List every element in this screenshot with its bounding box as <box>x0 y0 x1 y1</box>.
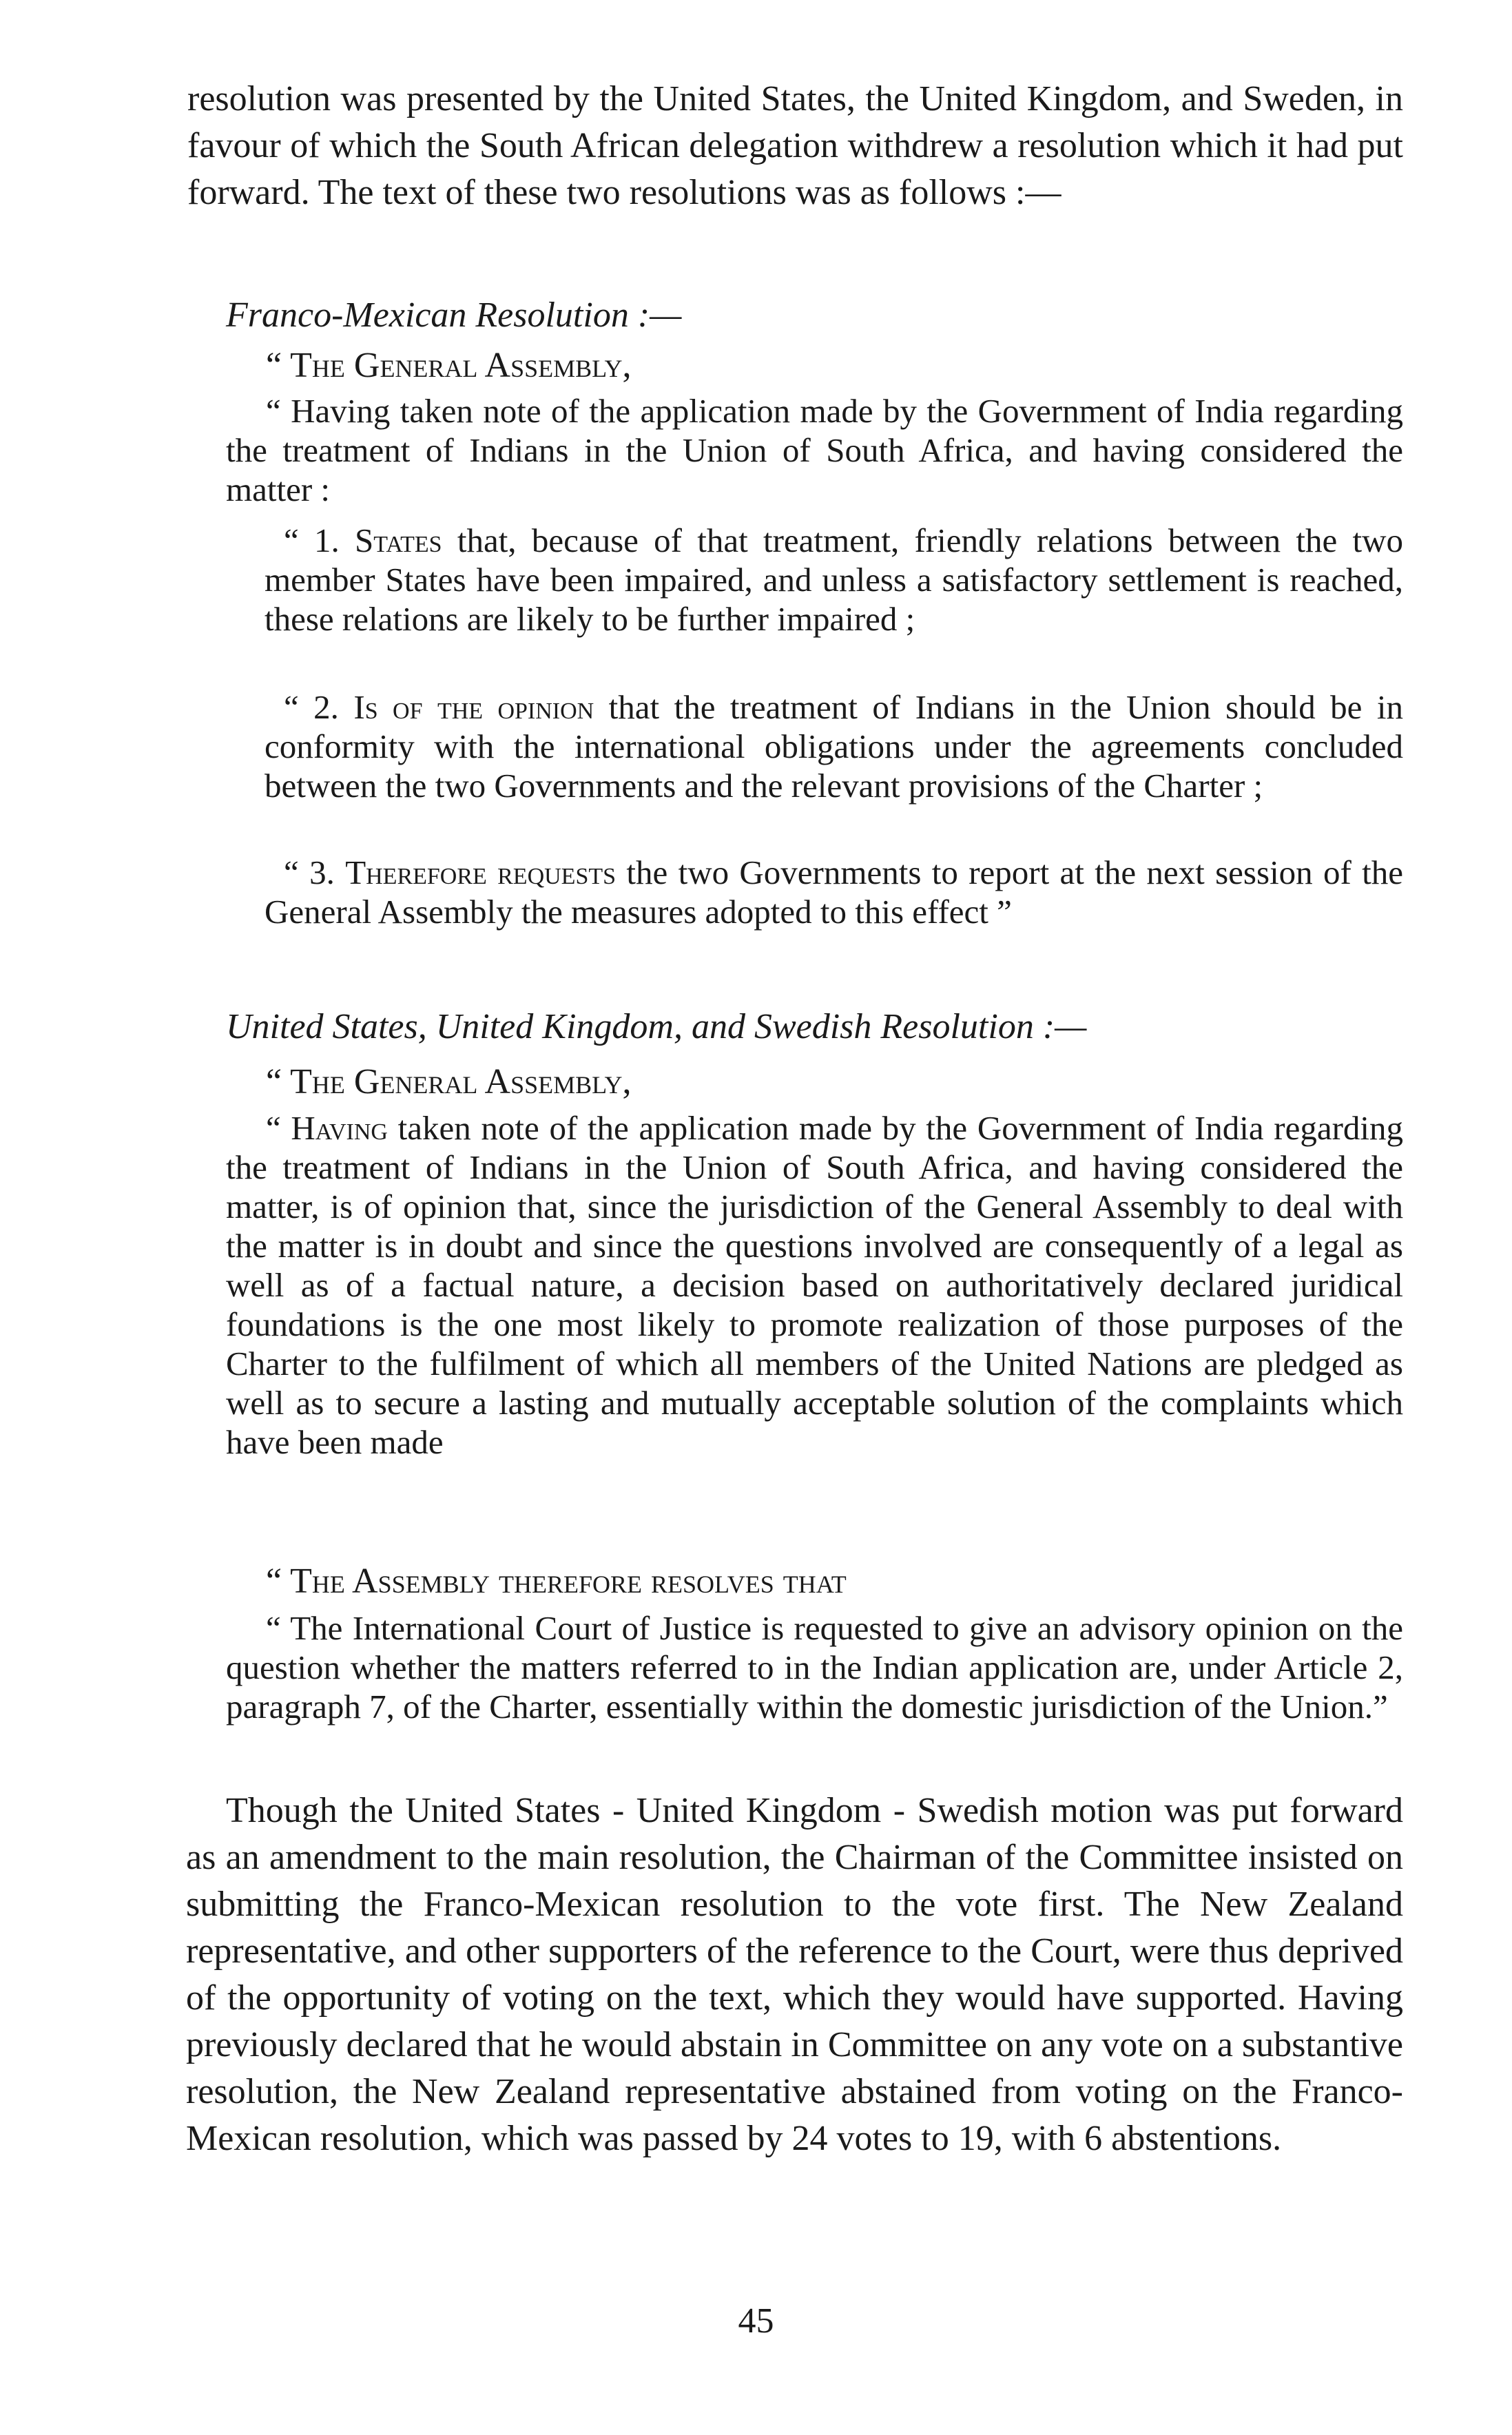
us-uk-swedish-heading: United States, United Kingdom, and Swedish Resolution :— <box>226 1007 1087 1046</box>
item-number: “ 1. <box>284 521 340 559</box>
intro-paragraph: resolution was presented by the United States, the United Kingdom, and Sweden, in favour of which the South African delegation withdrew a resolution which it had put forward. The text of these two resolutions was as follows :— <box>187 79 1403 212</box>
franco-mexican-item-1 <box>265 521 1403 639</box>
item-lead: States <box>355 521 442 559</box>
court-request-text: “ The International Court of Justice is requested to give an advisory opinion on the question whether the matters referred to in the Indian application are, under Article 2, paragraph 7, of the Charter, essentially within the domestic jurisdiction of the Union.” <box>226 1609 1403 1726</box>
item-text: the two Governments to report at the next session of the General Assembly the measures adopted to this effect ” <box>265 853 1404 931</box>
page-number: 45 <box>738 2301 774 2341</box>
item-lead: Therefore requests <box>345 853 617 891</box>
franco-mexican-heading: Franco-Mexican Resolution :— <box>226 296 682 335</box>
item-text: that the treatment of Indians in the Union should be in conformity with the international obligations under the agreements concluded between the two Governments and the relevant provisions of the Charter ; <box>265 688 1403 805</box>
item-number: “ 2. <box>284 688 339 726</box>
us-uk-swedish-assembly-label: “ The General Assembly, <box>266 1062 632 1101</box>
us-uk-swedish-preamble <box>226 1108 1403 1462</box>
item-number: “ 3. <box>284 853 335 891</box>
franco-mexican-preamble: “ Having taken note of the application made by the Government of India regarding the treatment of Indians in the Union of South Africa, and having considered the matter : <box>226 392 1403 508</box>
franco-mexican-item-2 <box>265 687 1403 805</box>
preamble-text: taken note of the application made by the Government of India regarding the treatment of Indians in the Union of South Africa, and having considered the matter, is of opinion that, since the jurisdiction of the General Assembly to deal with the matter is in doubt and since the questions involved are consequently of a legal as well as of a factual nature, a decision based on authoritatively declared juridical foundations is the one most likely to promote realization of those purposes of the Charter to the fulfilment of which all members of the United Nations are pledged as well as to secure a lasting and mutually acceptable solution of the complaints which have been made <box>226 1109 1404 1461</box>
item-text: that, because of that treatment, friendly relations between the two member States have been impaired, and unless a satisfactory settlement is reached, these relations are likely to be further impaired ; <box>265 521 1404 638</box>
franco-mexican-item-3 <box>265 853 1403 931</box>
item-lead: Is of the opinion <box>353 688 594 726</box>
assembly-resolves-label: “ The Assembly therefore resolves that <box>266 1562 847 1601</box>
closing-paragraph: Though the United States - United Kingdom - Swedish motion was put forward as an amendment to the main resolution, the Chairman of the Committee insisted on submitting the Franco-Mexican resolution to the vote first. The New Zealand representative, and other supporters of the reference to the Court, were thus deprived of the opportunity of voting on the text, which they would have supported. Having previously declared that he would abstain in Committee on any vote on a substantive resolution, the New Zealand representative abstained from voting on the Franco-Mexican resolution, which was passed by 24 votes to 19, with 6 abstentions. <box>186 1791 1403 2158</box>
franco-mexican-assembly-label: “ The General Assembly, <box>266 346 632 385</box>
preamble-lead: “ Having <box>266 1109 388 1147</box>
